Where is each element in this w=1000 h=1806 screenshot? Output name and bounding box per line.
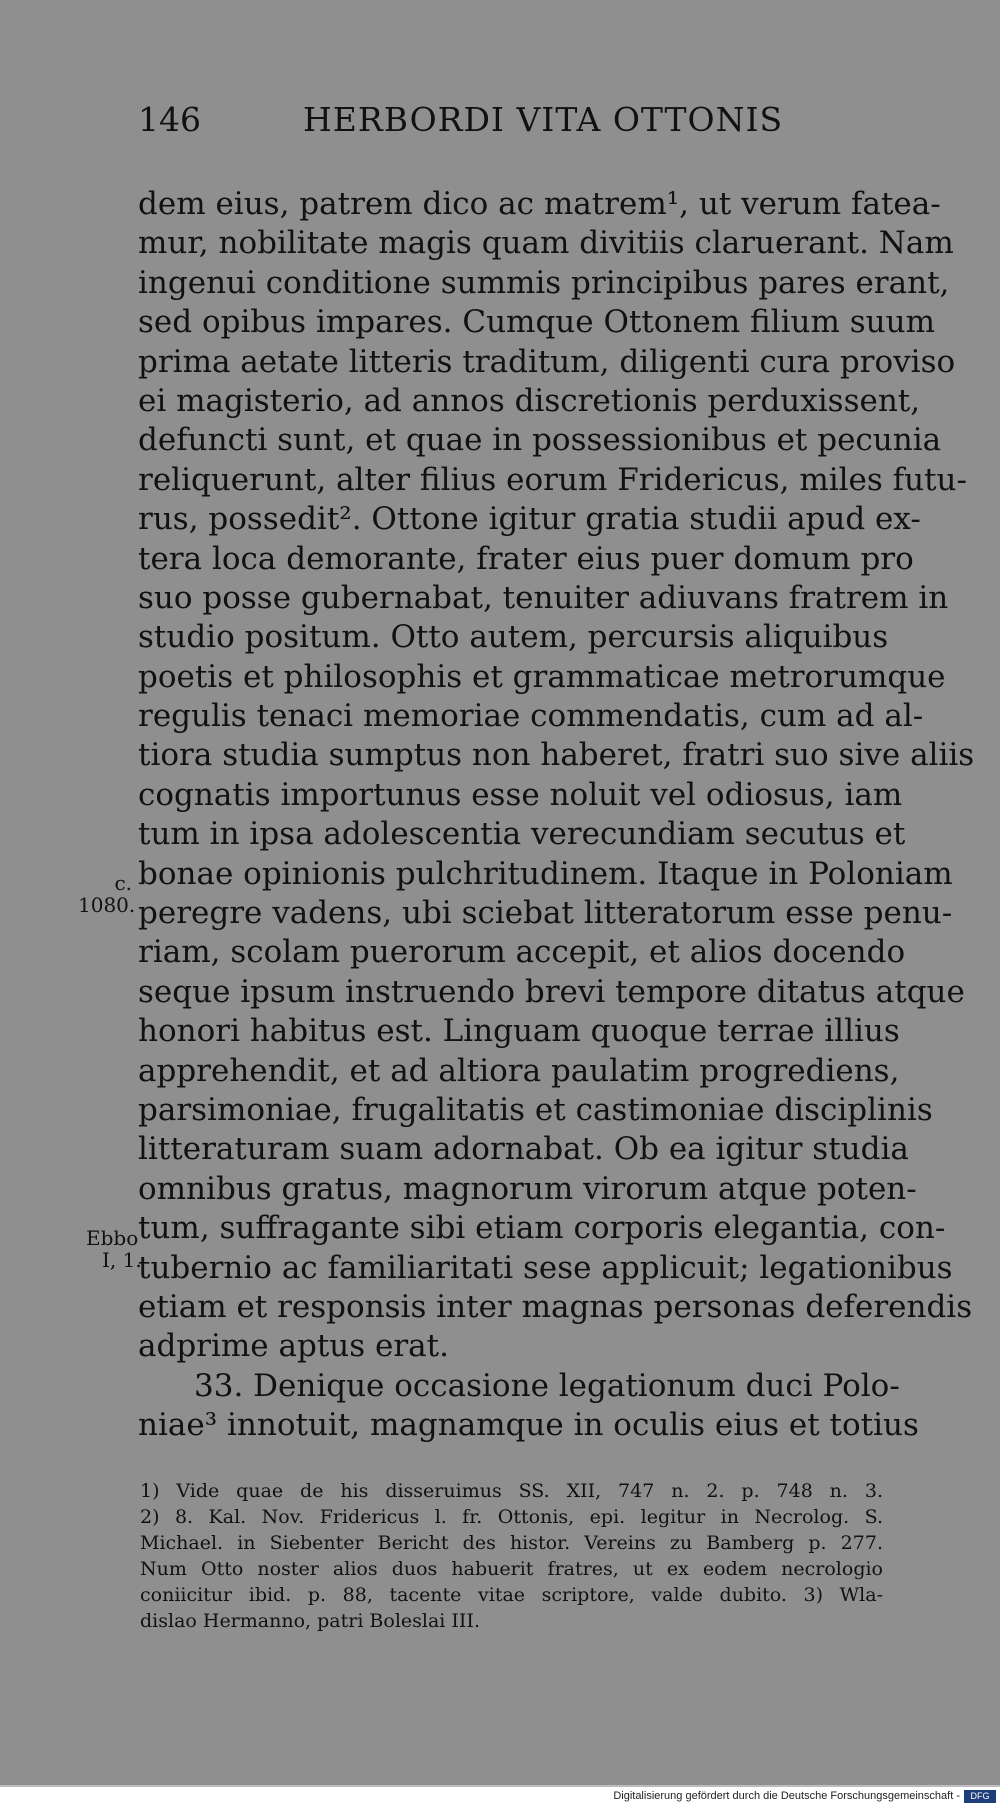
running-title: HERBORDI VITA OTTONIS: [303, 100, 784, 139]
digitization-credit-bar: [0, 1787, 1000, 1806]
text-line: tiora studia sumptus non haberet, fratri suo sive aliis: [138, 737, 975, 774]
dfg-logo: DFG: [964, 1790, 996, 1803]
text-line: tera loca demorante, frater eius puer domum pro: [138, 540, 914, 577]
text-line: reliquerunt, alter filius eorum Fridericus, miles futu-: [138, 461, 967, 498]
footnote-line: Michael. in Siebenter Bericht des histor. Vereins zu Bamberg p. 277.: [140, 1532, 883, 1554]
text-line: cognatis importunus esse noluit vel odiosus, iam: [138, 776, 903, 813]
text-line: mur, nobilitate magis quam divitiis claruerant. Nam: [138, 225, 954, 262]
text-line: tum, suffragante sibi etiam corporis elegantia, con-: [138, 1210, 946, 1247]
text-line: prima aetate litteris traditum, diligenti cura proviso: [138, 343, 956, 380]
margin-note-date: [78, 871, 136, 917]
text-line: poetis et philosophis et grammaticae metrorumque: [138, 658, 946, 695]
footnote-line: dislao Hermanno, patri Boleslai III.: [140, 1610, 480, 1632]
text-line: etiam et responsis inter magnas personas deferendis: [138, 1288, 973, 1325]
text-line: defuncti sunt, et quae in possessionibus et pecunia: [138, 422, 942, 459]
text-line: ei magisterio, ad annos discretionis perduxissent,: [138, 382, 921, 419]
margin-note-line: 1080.: [78, 893, 136, 917]
text-line: ingenui conditione summis principibus pares erant,: [138, 264, 950, 301]
margin-note-line: c.: [114, 871, 132, 895]
text-line: apprehendit, et ad altiora paulatim progrediens,: [138, 1052, 900, 1089]
text-line: niae³ innotuit, magnamque in oculis eius et totius: [138, 1407, 919, 1444]
text-line: peregre vadens, ubi sciebat litteratorum esse penu-: [138, 895, 953, 932]
text-line: seque ipsum instruendo brevi tempore ditatus atque: [138, 973, 965, 1010]
page-number: 146: [138, 100, 201, 139]
text-line: studio positum. Otto autem, percursis aliquibus: [138, 619, 889, 656]
margin-note-line: I, 1.: [102, 1248, 142, 1272]
text-line: parsimoniae, frugalitatis et castimoniae disciplinis: [138, 1091, 933, 1128]
footnote-line: 2) 8. Kal. Nov. Fridericus l. fr. Ottonis, epi. legitur in Necrolog. S.: [140, 1506, 883, 1528]
main-text: [138, 185, 975, 1446]
text-line: omnibus gratus, magnorum virorum atque poten-: [138, 1170, 917, 1207]
text-line: honori habitus est. Linguam quoque terrae illius: [138, 1013, 900, 1050]
text-line: adprime aptus erat.: [138, 1328, 449, 1365]
text-line: regulis tenaci memoriae commendatis, cum ad al-: [138, 698, 924, 735]
credit-text: Digitalisierung gefördert durch die Deutsche Forschungsgemeinschaft -: [613, 1790, 960, 1802]
text-line: dem eius, patrem dico ac matrem¹, ut verum fatea-: [138, 186, 941, 222]
text-line: riam, scolam puerorum accepit, et alios docendo: [138, 934, 906, 971]
text-line: suo posse gubernabat, tenuiter adiuvans fratrem in: [138, 579, 949, 616]
text-line: sed opibus impares. Cumque Ottonem filium suum: [138, 304, 935, 341]
text-line: litteraturam suam adornabat. Ob ea igitur studia: [138, 1131, 909, 1168]
page-header: [138, 100, 883, 150]
footnote-line: coniicitur ibid. p. 88, tacente vitae scriptore, valde dubito. 3) Wla-: [140, 1584, 883, 1606]
chapter-start-line: 33. Denique occasione legationum duci Polo-: [194, 1367, 900, 1404]
text-line: tum in ipsa adolescentia verecundiam secutus et: [138, 816, 906, 853]
margin-note-source: [86, 1227, 142, 1271]
text-line: tubernio ac familiaritati sese applicuit; legationibus: [138, 1249, 953, 1286]
footnote-line: Num Otto noster alios duos habuerit fratres, ut ex eodem necrologio: [140, 1558, 883, 1580]
margin-note-line: Ebbo: [86, 1226, 139, 1250]
footnotes: [140, 1478, 883, 1634]
text-line: rus, possedit². Ottone igitur gratia studii apud ex-: [138, 501, 921, 538]
footnote-line: 1) Vide quae de his disseruimus SS. XII, 747 n. 2. p. 748 n. 3.: [140, 1480, 883, 1502]
text-line: bonae opinionis pulchritudinem. Itaque in Poloniam: [138, 855, 953, 892]
